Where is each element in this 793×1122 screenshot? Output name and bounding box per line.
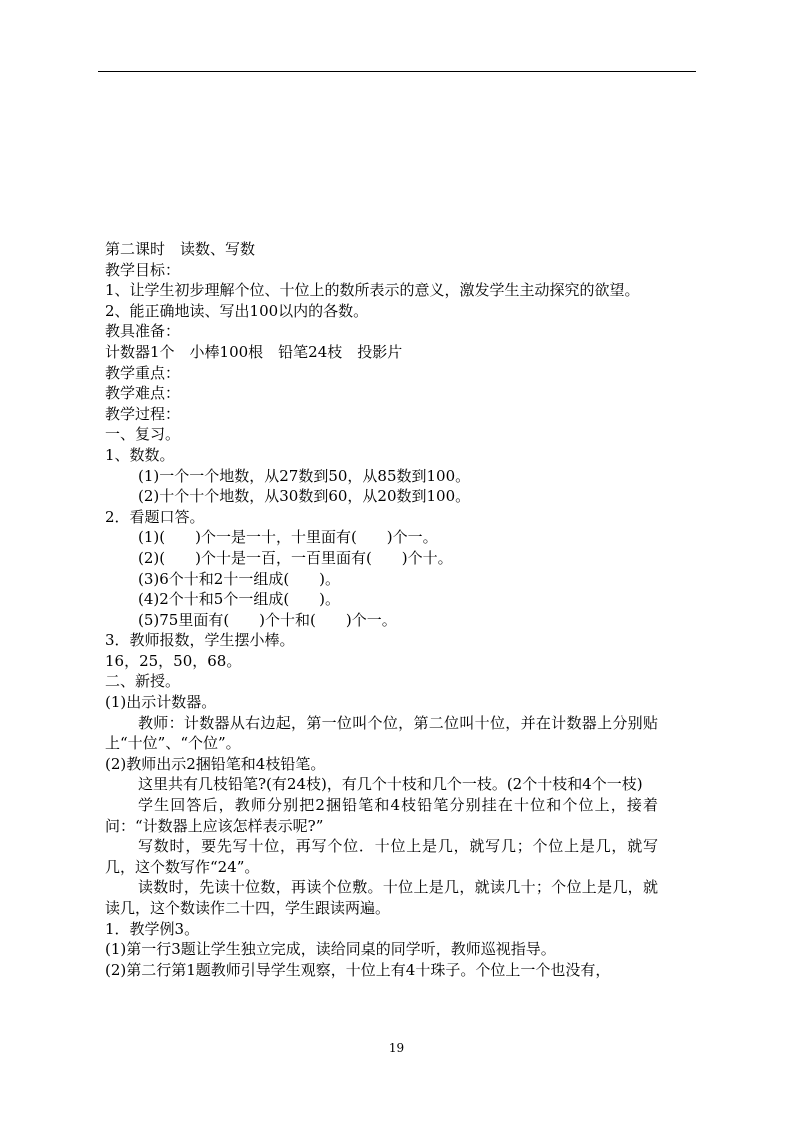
read-paragraph: 读数时，先读十位数，再读个位敷。十位上是几，就读几十；个位上是几，就读几，这个数读作二十四，学生跟读两遍。 (105, 878, 658, 917)
step1-paragraph: 教师：计数器从右边起，第一位叫个位，第二位叫十位，并在计数器上分别贴上“十位”、“个位”。 (105, 713, 658, 753)
tools-heading: 教具准备： (105, 322, 181, 341)
oral-item: (3)6个十和2十一组成( )。 (138, 569, 341, 588)
oral-heading: 2．看题口答。 (105, 507, 205, 526)
key-points-heading: 教学重点： (105, 363, 181, 382)
sticks-heading: 3．教师报数，学生摆小棒。 (105, 631, 295, 650)
count-item: (1)一个一个地数，从27数到50，从85数到100。 (138, 466, 471, 485)
oral-item: (5)75里面有( )个十和( )个一。 (138, 610, 397, 629)
lesson-title: 第二课时 读数、写数 (105, 240, 256, 258)
process-heading: 教学过程： (105, 404, 181, 423)
oral-item: (4)2个十和5个一组成( )。 (138, 590, 341, 609)
goal-item: 2、能正确地读、写出100以内的各数。 (105, 301, 369, 320)
difficulties-heading: 教学难点： (105, 384, 181, 403)
write-paragraph: 写数时，要先写十位，再写个位．十位上是几，就写几；个位上是几，就写几，这个数写作“24”。 (105, 837, 658, 876)
step1-heading: (1)出示计数器。 (105, 693, 217, 712)
example-heading: 1．教学例3。 (105, 919, 200, 938)
header-rule (98, 71, 696, 72)
new-lesson-heading: 二、新授。 (105, 672, 181, 691)
page-number: 19 (388, 1041, 405, 1055)
step2-heading: (2)教师出示2捆铅笔和4枝铅笔。 (105, 754, 326, 773)
document-body (105, 239, 658, 980)
example-item: (1)第一行3题让学生独立完成，读给同桌的同学听，教师巡视指导。 (105, 940, 556, 959)
goals-heading: 教学目标： (105, 260, 181, 279)
count-heading: 1、数数。 (105, 445, 175, 464)
goal-item: 1、让学生初步理解个位、十位上的数所表示的意义，激发学生主动探究的欲望。 (105, 281, 640, 300)
step2-question-paragraph: 这里共有几枝铅笔?(有24枝)，有几个十枝和几个一枝。(2个十枝和4个一枝) (138, 775, 643, 794)
example-item: (2)第二行第1题教师引导学生观察，十位上有4十珠子。个位上一个也没有， (105, 960, 611, 979)
sticks-numbers: 16，25，50，68。 (105, 651, 242, 670)
oral-item: (2)( )个十是一百，一百里面有( )个十。 (138, 548, 453, 567)
oral-item: (1)( )个一是一十，十里面有( )个一。 (138, 528, 438, 547)
tools-list: 计数器1个 小棒100根 铅笔24枝 投影片 (105, 342, 403, 361)
step2-answer-paragraph: 学生回答后，教师分别把2捆铅笔和4枝铅笔分别挂在十位和个位上，接着问：“计数器上应该怎样表示呢?” (105, 796, 658, 835)
review-heading: 一、复习。 (105, 425, 181, 444)
count-item: (2)十个十个地数，从30数到60，从20数到100。 (138, 487, 471, 506)
